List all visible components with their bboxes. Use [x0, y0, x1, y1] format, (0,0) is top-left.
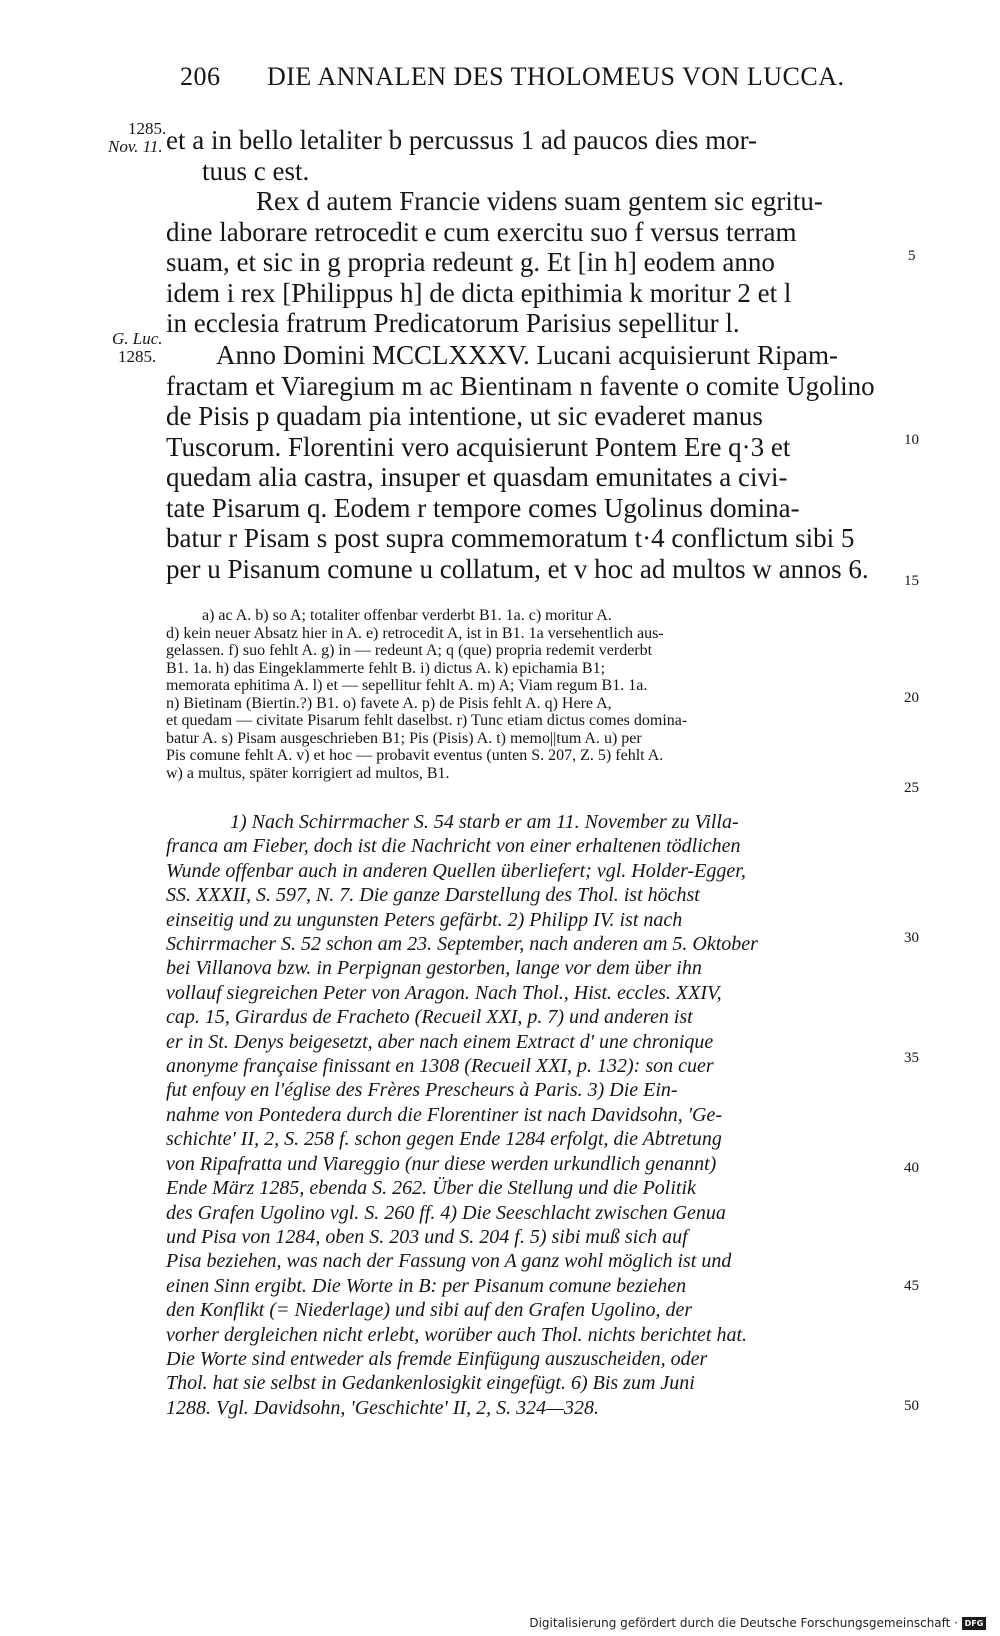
- note-line: er in St. Denys beigesetzt, aber nach einem Extract d' une chronique: [166, 1030, 714, 1053]
- note-line: den Konflikt (= Niederlage) und sibi auf den Grafen Ugolino, der: [166, 1299, 693, 1322]
- margin-day-1: Nov. 11.: [108, 137, 163, 156]
- margin-date-2: [112, 330, 163, 366]
- note-line: Schirrmacher S. 52 schon am 23. September, nach anderen am 5. Oktober: [166, 933, 758, 956]
- variant-note-line: a) ac A. b) so A; totaliter offenbar verderbt B1. 1a. c) moritur A.: [202, 607, 612, 624]
- note-line: Ende März 1285, ebenda S. 262. Über die Stellung und die Politik: [166, 1177, 696, 1200]
- historical-notes: [166, 810, 886, 1420]
- running-title: DIE ANNALEN DES THOLOMEUS VON LUCCA.: [267, 62, 845, 91]
- note-line: fut enfouy en l'église des Frères Prescheurs à Paris. 3) Die Ein-: [166, 1079, 678, 1102]
- variant-note-line: memorata ephitima A. l) et — sepellitur fehlt A. m) A; Viam regum B1. 1a.: [166, 677, 648, 694]
- note-line: Thol. hat sie selbst in Gedankenlosigkit eingefügt. 6) Bis zum Juni: [166, 1372, 695, 1395]
- text-line: Tuscorum. Florentini vero acquisierunt Pontem Ere q·3 et: [166, 431, 791, 462]
- line-number: 10: [904, 432, 919, 448]
- variant-note-line: d) kein neuer Absatz hier in A. e) retrocedit A, ist in B1. 1a versehentlich aus-: [166, 624, 664, 642]
- dfg-logo: DFG: [962, 1617, 986, 1630]
- text-line: batur r Pisam s post supra commemoratum t·4 conflictum sibi 5: [166, 523, 855, 553]
- line-number: 35: [904, 1050, 919, 1066]
- note-line: und Pisa von 1284, oben S. 203 und S. 204 f. 5) sibi muß sich auf: [166, 1225, 688, 1248]
- margin-year-2: 1285.: [118, 347, 157, 366]
- note-line: 1) Nach Schirrmacher S. 54 starb er am 11. November zu Villa-: [230, 811, 739, 833]
- text-line: tuus c est.: [202, 155, 310, 186]
- line-number: 50: [904, 1398, 919, 1414]
- text-line: per u Pisanum comune u collatum, et v hoc ad multos w annos 6.: [166, 553, 869, 584]
- line-number: 25: [904, 780, 919, 796]
- note-line: einseitig und zu ungunsten Peters gefärbt. 2) Philipp IV. ist nach: [166, 908, 683, 931]
- note-line: vollauf siegreichen Peter von Aragon. Nach Thol., Hist. eccles. XXIV,: [166, 981, 722, 1004]
- variant-note-line: batur A. s) Pisam ausgeschrieben B1; Pis (Pisis) A. t) memo||tum A. u) per: [166, 729, 642, 747]
- variant-note-line: w) a multus, später korrigiert ad multos, B1.: [166, 764, 450, 782]
- note-line: Wunde offenbar auch in anderen Quellen überliefert; vgl. Holder-Egger,: [166, 859, 746, 882]
- text-line: suam, et sic in g propria redeunt g. Et [in h] eodem anno: [166, 247, 775, 277]
- note-line: nahme von Pontedera durch die Florentiner ist nach Davidsohn, 'Ge-: [166, 1103, 723, 1126]
- line-number: 15: [904, 573, 919, 589]
- main-text-block-2: [166, 340, 886, 584]
- variant-notes: [166, 607, 886, 782]
- note-line: schichte' II, 2, S. 258 f. schon gegen Ende 1284 erfolgt, die Abtretung: [166, 1128, 722, 1151]
- margin-date-1: [108, 120, 166, 156]
- text-line: dine laborare retrocedit e cum exercitu suo f versus terram: [166, 216, 797, 247]
- page-number: 206: [180, 62, 221, 91]
- note-line: SS. XXXII, S. 597, N. 7. Die ganze Darstellung des Thol. ist höchst: [166, 884, 700, 907]
- text-line: Rex d autem Francie videns suam gentem sic egritu-: [256, 186, 823, 216]
- text-line: in ecclesia fratrum Predicatorum Parisius sepellitur l.: [166, 308, 740, 338]
- line-number: 5: [908, 248, 916, 264]
- text-line: Anno Domini MCCLXXXV. Lucani acquisierunt Ripam-: [216, 340, 838, 370]
- note-line: Pisa beziehen, was nach der Fassung von A ganz wohl möglich ist und: [166, 1250, 732, 1273]
- note-line: cap. 15, Girardus de Fracheto (Recueil XXI, p. 7) und anderen ist: [166, 1006, 693, 1029]
- margin-year-1: 1285.: [128, 119, 167, 138]
- variant-note-line: et quedam — civitate Pisarum fehlt daselbst. r) Tunc etiam dictus comes domina-: [166, 712, 688, 729]
- line-number: 30: [904, 930, 919, 946]
- note-line: 1288. Vgl. Davidsohn, 'Geschichte' II, 2, S. 324—328.: [166, 1396, 599, 1419]
- credit-text: Digitalisierung gefördert durch die Deutsche Forschungsgemeinschaft ·: [529, 1616, 958, 1630]
- note-line: bei Villanova bzw. in Perpignan gestorben, lange vor dem über ihn: [166, 957, 702, 980]
- note-line: einen Sinn ergibt. Die Worte in B: per Pisanum comune beziehen: [166, 1274, 687, 1297]
- digitization-credit: [529, 1616, 986, 1630]
- running-header: [180, 62, 845, 92]
- variant-note-line: n) Bietinam (Biertin.?) B1. o) favete A. p) de Pisis fehlt A. q) Here A,: [166, 694, 612, 712]
- note-line: franca am Fieber, doch ist die Nachricht von einer erhaltenen tödlichen: [166, 835, 741, 858]
- line-number: 40: [904, 1160, 919, 1176]
- note-line: von Ripafratta und Viareggio (nur diese werden urkundlich genannt): [166, 1152, 717, 1175]
- line-number: 45: [904, 1278, 919, 1294]
- line-number: 20: [904, 690, 919, 706]
- note-line: Die Worte sind entweder als fremde Einfügung auszuscheiden, oder: [166, 1347, 708, 1370]
- note-line: anonyme française finissant en 1308 (Recueil XXI, p. 132): son cuer: [166, 1055, 714, 1078]
- text-line: fractam et Viaregium m ac Bientinam n favente o comite Ugolino: [166, 370, 875, 401]
- text-line: et a in bello letaliter b percussus 1 ad paucos dies mor-: [166, 125, 758, 155]
- variant-note-line: B1. 1a. h) das Eingeklammerte fehlt B. i) dictus A. k) epichamia B1;: [166, 659, 606, 677]
- variant-note-line: gelassen. f) suo fehlt A. g) in — redeunt A; q (que) propria redemit verderbt: [166, 642, 653, 659]
- note-line: des Grafen Ugolino vgl. S. 260 ff. 4) Die Seeschlacht zwischen Genua: [166, 1201, 726, 1224]
- note-line: vorher dergleichen nicht erlebt, worüber auch Thol. nichts berichtet hat.: [166, 1323, 748, 1346]
- main-text-block: [166, 125, 886, 339]
- text-line: quedam alia castra, insuper et quasdam emunitates a civi-: [166, 462, 788, 492]
- text-line: tate Pisarum q. Eodem r tempore comes Ugolinus domina-: [166, 492, 800, 523]
- margin-source: G. Luc.: [112, 329, 163, 348]
- text-line: de Pisis p quadam pia intentione, ut sic evaderet manus: [166, 401, 763, 431]
- text-line: idem i rex [Philippus h] de dicta epithimia k moritur 2 et l: [166, 277, 792, 308]
- variant-note-line: Pis comune fehlt A. v) et hoc — probavit eventus (unten S. 207, Z. 5) fehlt A.: [166, 747, 664, 764]
